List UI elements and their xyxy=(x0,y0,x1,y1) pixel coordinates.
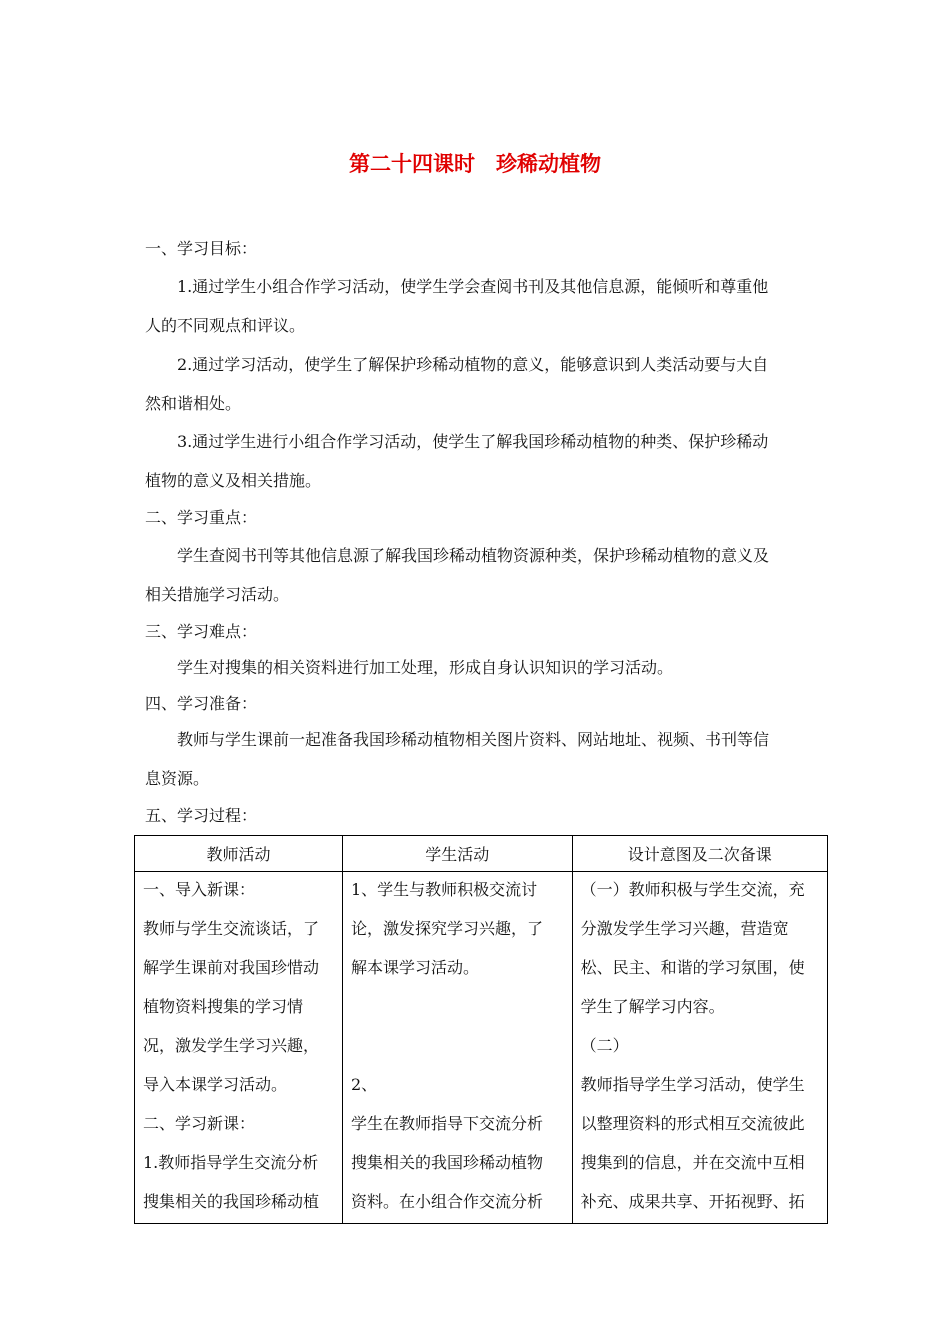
cell-line: 一、导入新课： xyxy=(143,880,256,899)
preparation-line-1: 教师与学生课前一起准备我国珍稀动植物相关图片资料、网站地址、视频、书刊等信 xyxy=(177,730,770,749)
cell-line: 二、学习新课： xyxy=(143,1114,256,1133)
cell-line: 解学生课前对我国珍惜动 xyxy=(143,958,320,977)
cell-line: 论，激发探究学习兴趣，了 xyxy=(351,919,544,938)
cell-line: 教师指导学生学习活动，使学生 xyxy=(580,1075,805,1094)
section-heading-goals: 一、学习目标： xyxy=(145,239,258,258)
design-intent-cell xyxy=(572,872,827,1224)
goal-1-line-2: 人的不同观点和评议。 xyxy=(145,316,306,335)
table-header-row xyxy=(135,836,828,872)
cell-line: 1、学生与教师积极交流讨 xyxy=(351,880,538,899)
section-heading-process: 五、学习过程： xyxy=(145,806,258,825)
section-heading-difficulties: 三、学习难点： xyxy=(145,622,258,641)
header-student-activity: 学生活动 xyxy=(343,836,573,872)
difficulties-line-1: 学生对搜集的相关资料进行加工处理，形成自身认识知识的学习活动。 xyxy=(177,658,674,677)
cell-line: 导入本课学习活动。 xyxy=(143,1075,288,1094)
cell-line: 1.教师指导学生交流分析 xyxy=(143,1153,319,1172)
goal-2-line-1: 2.通过学习活动，使学生了解保护珍稀动植物的意义，能够意识到人类活动要与大自 xyxy=(177,355,769,374)
goal-3-line-2: 植物的意义及相关措施。 xyxy=(145,471,322,490)
section-heading-preparation: 四、学习准备： xyxy=(145,694,258,713)
preparation-line-2: 息资源。 xyxy=(145,769,210,788)
key-points-line-2: 相关措施学习活动。 xyxy=(145,585,290,604)
cell-line: 况，激发学生学习兴趣， xyxy=(143,1036,320,1055)
process-table xyxy=(134,835,828,1224)
cell-line: 松、民主、和谐的学习氛围，使 xyxy=(580,958,805,977)
cell-line: 搜集相关的我国珍稀动植 xyxy=(143,1192,320,1211)
cell-line: 以整理资料的形式相互交流彼此 xyxy=(580,1114,805,1133)
header-teacher-activity: 教师活动 xyxy=(135,836,343,872)
document-title: 第二十四课时 珍稀动植物 xyxy=(349,152,601,176)
cell-line: 教师与学生交流谈话，了 xyxy=(143,919,320,938)
cell-line: 2、 xyxy=(351,1075,378,1094)
cell-line: 学生在教师指导下交流分析 xyxy=(351,1114,544,1133)
cell-line: 分激发学生学习兴趣，营造宽 xyxy=(580,919,789,938)
table-row xyxy=(135,872,828,1224)
cell-line: 解本课学习活动。 xyxy=(351,958,480,977)
cell-line: 资料。在小组合作交流分析 xyxy=(351,1192,544,1211)
teacher-activity-cell xyxy=(135,872,343,1224)
cell-line xyxy=(351,1028,564,1067)
key-points-line-1: 学生查阅书刊等其他信息源了解我国珍稀动植物资源种类，保护珍稀动植物的意义及 xyxy=(177,546,770,565)
section-heading-key-points: 二、学习重点： xyxy=(145,508,258,527)
student-activity-cell xyxy=(343,872,573,1224)
cell-line: 搜集相关的我国珍稀动植物 xyxy=(351,1153,544,1172)
goal-2-line-2: 然和谐相处。 xyxy=(145,394,242,413)
cell-line: （一）教师积极与学生交流，充 xyxy=(580,880,805,899)
goal-3-line-1: 3.通过学生进行小组合作学习活动，使学生了解我国珍稀动植物的种类、保护珍稀动 xyxy=(177,432,769,451)
cell-line: 学生了解学习内容。 xyxy=(580,997,725,1016)
cell-line xyxy=(351,989,564,1028)
header-design-intent: 设计意图及二次备课 xyxy=(572,836,827,872)
cell-line: 补充、成果共享、开拓视野、拓 xyxy=(580,1192,805,1211)
cell-line: （二） xyxy=(580,1036,629,1055)
goal-1-line-1: 1.通过学生小组合作学习活动，使学生学会查阅书刊及其他信息源，能倾听和尊重他 xyxy=(177,277,769,296)
cell-line: 植物资料搜集的学习情 xyxy=(143,997,304,1016)
cell-line: 搜集到的信息，并在交流中互相 xyxy=(580,1153,805,1172)
